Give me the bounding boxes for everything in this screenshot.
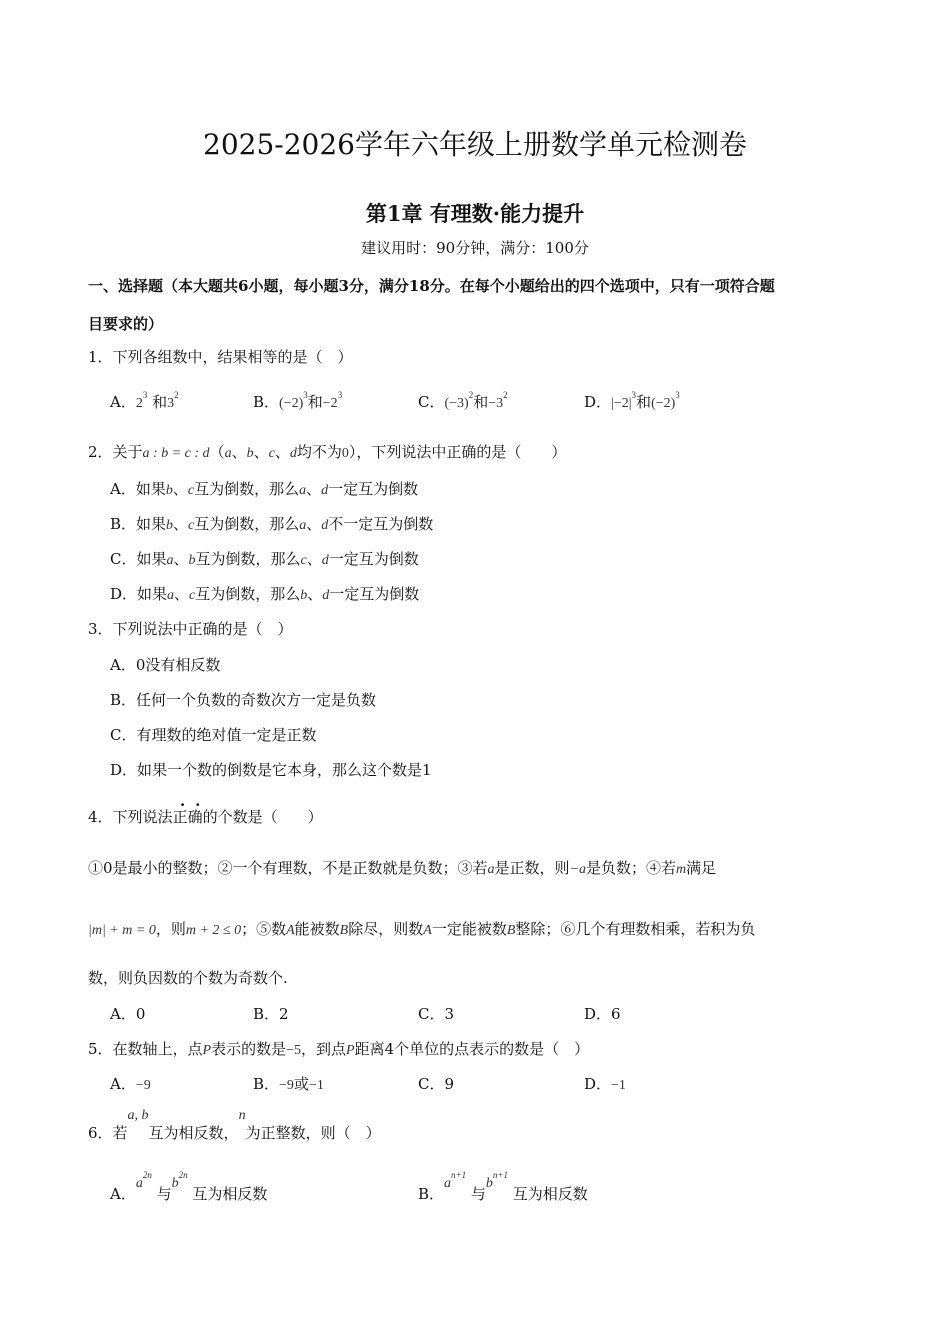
q1-b-exp2: 3 (337, 390, 343, 400)
q3-option-d: D．如果一个数的倒数是它本身，那么这个数是1 (110, 761, 432, 779)
q5-b-value: −9 (279, 1078, 294, 1093)
q2-paren: （ (209, 443, 225, 461)
q4-l1-text: ①0是最小的整数；②一个有理数，不是正数就是负数；③若 (88, 859, 488, 877)
q1-b-expr2: −2 (322, 396, 338, 411)
q2-var-a: a (224, 446, 232, 461)
q5-b-label: B． (253, 1075, 280, 1093)
q6-b-label: B． (418, 1185, 445, 1203)
q2-b-end: 不一定互为倒数 (328, 515, 434, 533)
q2-var-d: d (289, 446, 297, 461)
q1-option-b (253, 390, 342, 412)
q4-option-c: C．3 (418, 1005, 455, 1023)
q6-b-base: a (444, 1176, 452, 1191)
q2-option-a (110, 478, 418, 499)
q4-l2-var: A (423, 923, 432, 938)
q6-stem-text: 为正整数，则（ ） (245, 1124, 381, 1142)
q2-c-var: a (166, 553, 174, 568)
q2-sep: 、 (173, 550, 189, 568)
time-info: 建议用时：90分钟，满分：100分 (361, 239, 589, 257)
q5-value: −5 (286, 1043, 302, 1058)
q2-c-mid: 互为倒数，那么 (195, 550, 301, 568)
q6-option-b (418, 1170, 588, 1204)
q6-b-exp: n+1 (451, 1170, 467, 1180)
q5-a-value: −9 (135, 1078, 151, 1093)
q4-l2-text: 一定能被数 (431, 920, 507, 938)
q4-stem-post: 的个数是（ ） (202, 808, 323, 826)
q1-a-exp2: 2 (174, 390, 179, 400)
q4-emphasis-char: 正 (172, 808, 188, 826)
q6-stem (88, 1108, 381, 1143)
q2-d-var: b (300, 588, 308, 603)
q3-option-a: A．0没有相反数 (110, 656, 221, 674)
q6-b-base: b (485, 1176, 493, 1191)
q2-d-var: c (189, 588, 196, 603)
q4-option-b: B．2 (253, 1005, 289, 1023)
q1-b-label: B． (253, 393, 280, 411)
q2-stem-pre: 2．关于 (88, 443, 143, 461)
q5-option-b (253, 1073, 324, 1094)
q6-a-and: 与 (156, 1185, 172, 1203)
q4-l1-var: −a (569, 862, 587, 877)
q5-a-label: A． (110, 1075, 136, 1093)
q6-a-base: b (171, 1176, 179, 1191)
q2-a-mid: 互为倒数，那么 (194, 480, 300, 498)
q6-a-label: A． (110, 1185, 136, 1203)
q2-option-c (110, 548, 419, 569)
q1-c-and: 和 (473, 393, 489, 411)
q4-l2-var: B (339, 923, 349, 938)
q2-sep: 、 (231, 443, 247, 461)
q2-sep: 、 (274, 443, 290, 461)
q1-b-expr1: (−2) (279, 396, 304, 411)
q2-var-c: c (268, 446, 275, 461)
q2-sep: 、 (306, 480, 322, 498)
q2-c-var: b (188, 553, 196, 568)
q6-b-and: 与 (470, 1185, 486, 1203)
q5-b-value: −1 (308, 1078, 324, 1093)
q2-b-var: c (188, 518, 195, 533)
q4-l1-var: m (676, 862, 687, 877)
q1-option-c (418, 390, 508, 412)
q2-stem-post: ），下列说法中正确的是（ ） (348, 443, 567, 461)
q5-var: P (202, 1043, 212, 1058)
q5-option-a (110, 1073, 151, 1094)
q2-option-b (110, 513, 433, 534)
q2-a-label: A．如果 (110, 480, 166, 498)
q1-d-exp2: 3 (675, 390, 680, 400)
q2-c-label: C．如果 (110, 550, 167, 568)
q1-d-exp1: 3 (631, 390, 637, 400)
q1-d-expr1: |−2| (611, 396, 632, 411)
q4-l2-var: A (286, 923, 295, 938)
q2-a-var: b (165, 483, 173, 498)
q3-option-c: C．有理数的绝对值一定是正数 (110, 726, 317, 744)
q2-sep: 、 (173, 515, 189, 533)
q1-a-label: A． (110, 393, 136, 411)
q4-option-a: A．0 (110, 1005, 146, 1023)
q2-sep: 、 (172, 480, 188, 498)
q4-l1-var: a (487, 862, 495, 877)
q5-d-value: −1 (611, 1078, 626, 1093)
q5-stem-text: 表示的数是 (211, 1040, 287, 1058)
q5-b-or: 或 (293, 1075, 309, 1093)
q4-l1-text: 是正数，则 (494, 859, 570, 877)
q2-option-d (110, 583, 419, 604)
q5-stem-text: 距离4个单位的点表示的数是（ ） (354, 1040, 590, 1058)
q6-a-exp: 2n (142, 1170, 152, 1180)
q4-l2-var: B (506, 923, 516, 938)
q5-stem-text: ，到点 (301, 1040, 347, 1058)
q1-option-a (110, 390, 179, 412)
q2-c-end: 一定互为倒数 (328, 550, 419, 568)
q1-c-exp2: 2 (503, 390, 508, 400)
q2-sep: 、 (306, 515, 322, 533)
q4-l2-text: ，则 (155, 920, 186, 938)
q5-var: P (346, 1043, 355, 1058)
q1-option-d (584, 390, 680, 412)
section-heading-line2: 目要求的） (88, 315, 164, 333)
q4-l2-text: ；⑤数 (241, 920, 287, 938)
q2-ratio-expr: a : b = c : d (142, 446, 210, 461)
page-title: 2025-2026学年六年级上册数学单元检测卷 (203, 128, 747, 161)
q4-statement-line3: 数，则负因数的个数为奇数个. (88, 969, 288, 987)
q4-stem-pre: 4．下列说法 (88, 808, 173, 826)
q2-d-var: d (322, 588, 330, 603)
q6-a-exp: 2n (178, 1170, 188, 1180)
q4-l1-text: 满足 (686, 859, 717, 877)
q2-sep: 、 (307, 585, 323, 603)
q4-emphasis-char: 确 (187, 808, 203, 826)
q5-stem (88, 1038, 589, 1059)
q4-l2-text: 能被数 (294, 920, 340, 938)
q2-b-label: B．如果 (110, 515, 167, 533)
section-heading-line1: 一、选择题（本大题共6小题，每小题3分，满分18分。在每个小题给出的四个选项中，只有一项符合题 (88, 277, 775, 295)
q5-stem-text: 5．在数轴上，点 (88, 1040, 203, 1058)
q1-a-exp1: 3 (142, 390, 148, 400)
q6-a-end: 互为相反数 (192, 1185, 268, 1203)
q6-a-base: a (135, 1176, 143, 1191)
q2-a-var: d (321, 483, 329, 498)
q2-c-var: d (321, 553, 329, 568)
q1-b-and: 和 (307, 393, 323, 411)
q4-l1-text: 是负数；④若 (586, 859, 677, 877)
q4-l2-expr: |m| + m = 0 (88, 923, 156, 938)
q2-sep: 、 (306, 550, 322, 568)
chapter-subtitle: 第1章 有理数·能力提升 (365, 201, 585, 226)
q1-a-and: 和 (152, 393, 168, 411)
q1-d-label: D． (584, 393, 612, 411)
q6-stem-text: 6．若 (88, 1124, 128, 1142)
q1-d-expr2: (−2) (651, 396, 676, 411)
q2-stem-mid: 均不为 (296, 443, 342, 461)
q2-b-var: b (166, 518, 174, 533)
q4-statement-line2 (88, 918, 755, 939)
q2-zero: 0 (341, 446, 349, 461)
q5-option-c: C．9 (418, 1075, 455, 1093)
q6-var-n: n (238, 1108, 246, 1123)
q2-c-var: c (300, 553, 307, 568)
q1-c-expr2: −3 (488, 396, 504, 411)
q1-a-expr2: 3 (167, 396, 175, 411)
q4-l2-text: 整除；⑥几个有理数相乘，若积为负 (515, 920, 756, 938)
q2-a-var: c (187, 483, 195, 498)
q2-b-mid: 互为倒数，那么 (194, 515, 300, 533)
q2-b-var: d (321, 518, 329, 533)
q1-a-expr1: 2 (135, 396, 143, 411)
q2-var-b: b (246, 446, 254, 461)
q2-d-label: D．如果 (110, 585, 168, 603)
q2-sep: 、 (253, 443, 269, 461)
q4-option-d: D．6 (584, 1005, 621, 1023)
q2-b-var: a (299, 518, 307, 533)
q3-option-b: B．任何一个负数的奇数次方一定是负数 (110, 691, 377, 709)
q1-d-and: 和 (636, 393, 652, 411)
q4-l2-text: 除尽，则数 (348, 920, 424, 938)
q1-c-label: C． (418, 393, 445, 411)
q4-statement-line1 (88, 857, 716, 878)
q2-d-end: 一定互为倒数 (329, 585, 420, 603)
q4-l2-expr: m + 2 ≤ 0 (185, 923, 242, 938)
q1-c-expr1: (−3) (444, 396, 469, 411)
q6-stem-text: 互为相反数， (148, 1124, 239, 1142)
q1-stem: 1．下列各组数中，结果相等的是（ ） (88, 348, 353, 366)
q6-option-a (110, 1170, 267, 1204)
q2-d-var: a (167, 588, 175, 603)
q2-sep: 、 (174, 585, 190, 603)
q3-stem: 3．下列说法中正确的是（ ） (88, 620, 293, 638)
q1-b-exp1: 3 (303, 390, 308, 400)
q4-stem (88, 806, 323, 827)
q1-c-exp1: 2 (468, 390, 474, 400)
q6-b-end: 互为相反数 (512, 1185, 588, 1203)
q5-option-d (584, 1073, 626, 1094)
q5-d-label: D． (584, 1075, 612, 1093)
q2-a-end: 一定互为倒数 (328, 480, 419, 498)
q2-a-var: a (299, 483, 307, 498)
q2-d-mid: 互为倒数，那么 (195, 585, 301, 603)
q6-vars: a, b (127, 1108, 149, 1123)
q6-b-exp: n+1 (492, 1170, 508, 1180)
q2-stem (88, 441, 566, 462)
